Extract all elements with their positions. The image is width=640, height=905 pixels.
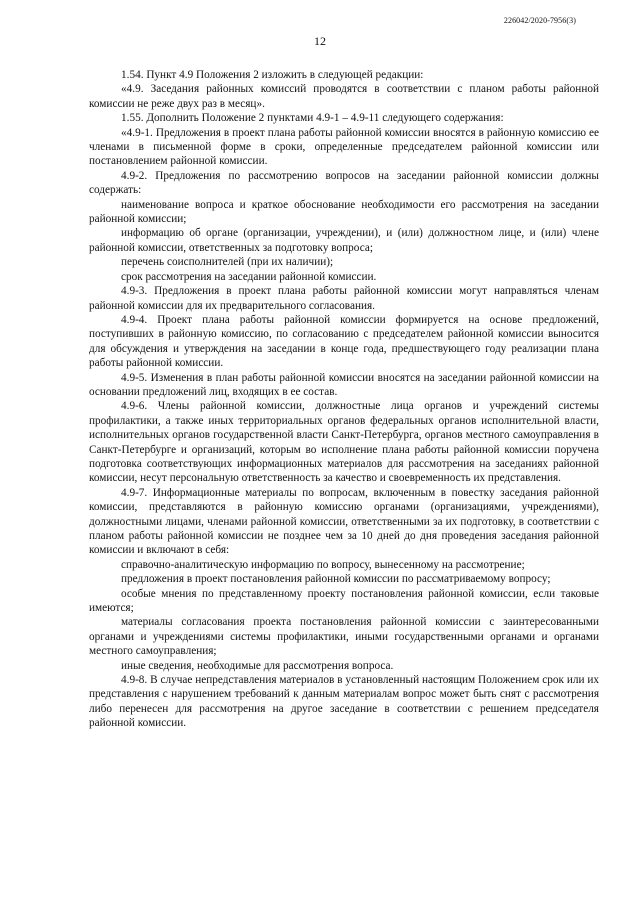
paragraph-4-9-1: «4.9-1. Предложения в проект плана работы районной комиссии вносятся в районную комиссию ее членами в письменной форме в сроки, определенные председателем районной комиссии или постановлением районной комиссии. — [89, 126, 599, 168]
paragraph-4-9-2-item-name: наименование вопроса и краткое обоснование необходимости его рассмотрения на заседании районной комиссии; — [89, 198, 599, 226]
paragraph-4-9-3: 4.9-3. Предложения в проект плана работы районной комиссии могут направляться членам районной комиссии для их предварительного согласования. — [89, 285, 599, 312]
paragraph-4-9-7-item-other: иные сведения, необходимые для рассмотрения вопроса. — [121, 659, 394, 672]
paragraph-4-9-5: 4.9-5. Изменения в план работы районной комиссии вносятся на заседании районной комиссии на основании предложений лиц, входящих в ее состав. — [89, 371, 599, 398]
paragraph-4-9-2: 4.9-2. Предложения по рассмотрению вопросов на заседании районной комиссии должны содержать: — [89, 169, 599, 197]
document-body — [89, 68, 599, 731]
paragraph-4-9-7-item-approval: материалы согласования проекта постановления районной комиссии с заинтересованными органами и учреждениями системы профилактики, иными государственными органами и органами местного самоуправления; — [89, 616, 599, 658]
paragraph-4-9-7: 4.9-7. Информационные материалы по вопросам, включенным в повестку заседания районной комиссии, представляются в районную комиссию органами (организациями, учреждениями), должностными лицами, членами районной комиссии, ответственными за их подготовку, в соответствии с планом работы районной комиссии не позднее чем за 10 дней до дня проведения заседания районной комиссии и включают в себя: — [89, 486, 599, 557]
page-number: 12 — [314, 34, 326, 48]
paragraph-4-9-text: «4.9. Заседания районных комиссий проводятся в соответствии с планом работы районной комиссии не реже двух раз в месяц». — [89, 83, 599, 110]
paragraph-1-54: 1.54. Пункт 4.9 Положения 2 изложить в следующей редакции: — [121, 69, 424, 81]
paragraph-4-9-6: 4.9-6. Члены районной комиссии, должностные лица органов и учреждений системы профилактики, а также иных территориальных органов федеральных органов исполнительной власти, исполнительных органов государственной власти Санкт-Петербурга, органов местного самоуправления в Санкт-Петербурге и организаций, которым во исполнение плана работы районной комиссии поручена подготовка соответствующих информационных материалов для рассмотрения на заседаниях районной комиссии, несут персональную ответственность за качество и своевременность их представления. — [89, 400, 599, 485]
paragraph-1-55: 1.55. Дополнить Положение 2 пунктами 4.9-1 – 4.9-11 следующего содержания: — [121, 112, 504, 125]
paragraph-4-9-7-item-reference: справочно-аналитическую информацию по вопросу, вынесенному на рассмотрение; — [121, 558, 525, 571]
paragraph-4-9-2-item-term: срок рассмотрения на заседании районной комиссии. — [121, 270, 377, 283]
paragraph-4-9-2-item-coexecutors: перечень соисполнителей (при их наличии); — [121, 256, 334, 269]
paragraph-4-9-4: 4.9-4. Проект плана работы районной комиссии формируется на основе предложений, поступивших в районную комиссию, по согласованию с председателем районной комиссии выносится для обсуждения и утверждения на заседании в конце года, предшествующего году реализации плана работы районной комиссии. — [89, 313, 599, 370]
paragraph-4-9-2-item-info: информацию об органе (организации, учреждении), и (или) должностном лице, и (или) члене районной комиссии, ответственных за подготовку вопроса; — [89, 227, 599, 254]
paragraph-4-9-8: 4.9-8. В случае непредставления материалов в установленный настоящим Положением срок или их представления с нарушением требований к данным материалам вопрос может быть снят с рассмотрения либо перенесен для рассмотрения на другое заседание в соответствии с решением председателя районной комиссии. — [89, 674, 599, 730]
document-registration-number: 226042/2020-7956(3) — [503, 16, 576, 25]
paragraph-4-9-7-item-proposals: предложения в проект постановления районной комиссии по рассматриваемому вопросу; — [121, 573, 551, 586]
paragraph-4-9-7-item-opinions: особые мнения по представленному проекту постановления районной комиссии, если таковые имеются; — [89, 587, 599, 615]
